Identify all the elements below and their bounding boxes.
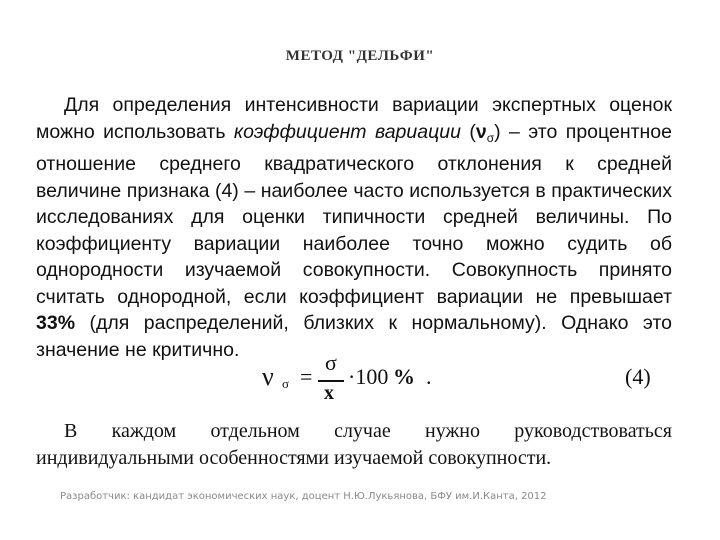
paragraph-definition bbox=[36, 92, 672, 363]
formula-number: (4) bbox=[625, 364, 651, 389]
sigma-subscript: σ bbox=[486, 130, 495, 145]
formula-subscript: σ bbox=[282, 376, 290, 391]
page-title: МЕТОД "ДЕЛЬФИ" bbox=[285, 48, 435, 64]
coefficient-formula bbox=[0, 350, 720, 410]
formula-dot: . bbox=[426, 364, 432, 389]
author-footer: Разработчик: кандидат экономических наук, доцент Н.Ю.Лукьянова, БФУ им.И.Канта, 2012 bbox=[60, 491, 547, 502]
formula-multiplier: ·100 bbox=[348, 364, 389, 389]
nu-symbol: ν bbox=[475, 120, 487, 143]
paragraph-text: ) – это процентное отношение среднего квадратического отклонения к средней величине признака (4) – наиболее часто используется в практических исследованиях для оценки типичности средней величины. По коэффициенту вариации наиболее точно можно судить об однородности изучаемой совокупности. Совокупность принято считать однородной, если коэффициент вариации не превышает bbox=[36, 120, 672, 308]
formula-denominator: x bbox=[324, 382, 334, 404]
formula-percent: % bbox=[393, 364, 415, 389]
formula-equals: = bbox=[300, 364, 313, 389]
paragraph-text: Для определения интенсивности вариации экспертных оценок можно использовать bbox=[36, 94, 672, 143]
paragraph-text: (для распределений, близких к нормальному). Однако это значение не критично. bbox=[36, 312, 672, 361]
formula-nu: ν bbox=[262, 362, 274, 391]
paragraph-text: ( bbox=[460, 120, 476, 143]
threshold-value: 33% bbox=[36, 312, 76, 334]
formula-numerator: σ bbox=[325, 350, 337, 375]
paragraph-conclusion: В каждом отдельном случае нужно руководствоваться индивидуальными особенностями изучаемой совокупности. bbox=[36, 420, 672, 469]
emphasis-term: коэффициент вариации bbox=[233, 120, 461, 143]
